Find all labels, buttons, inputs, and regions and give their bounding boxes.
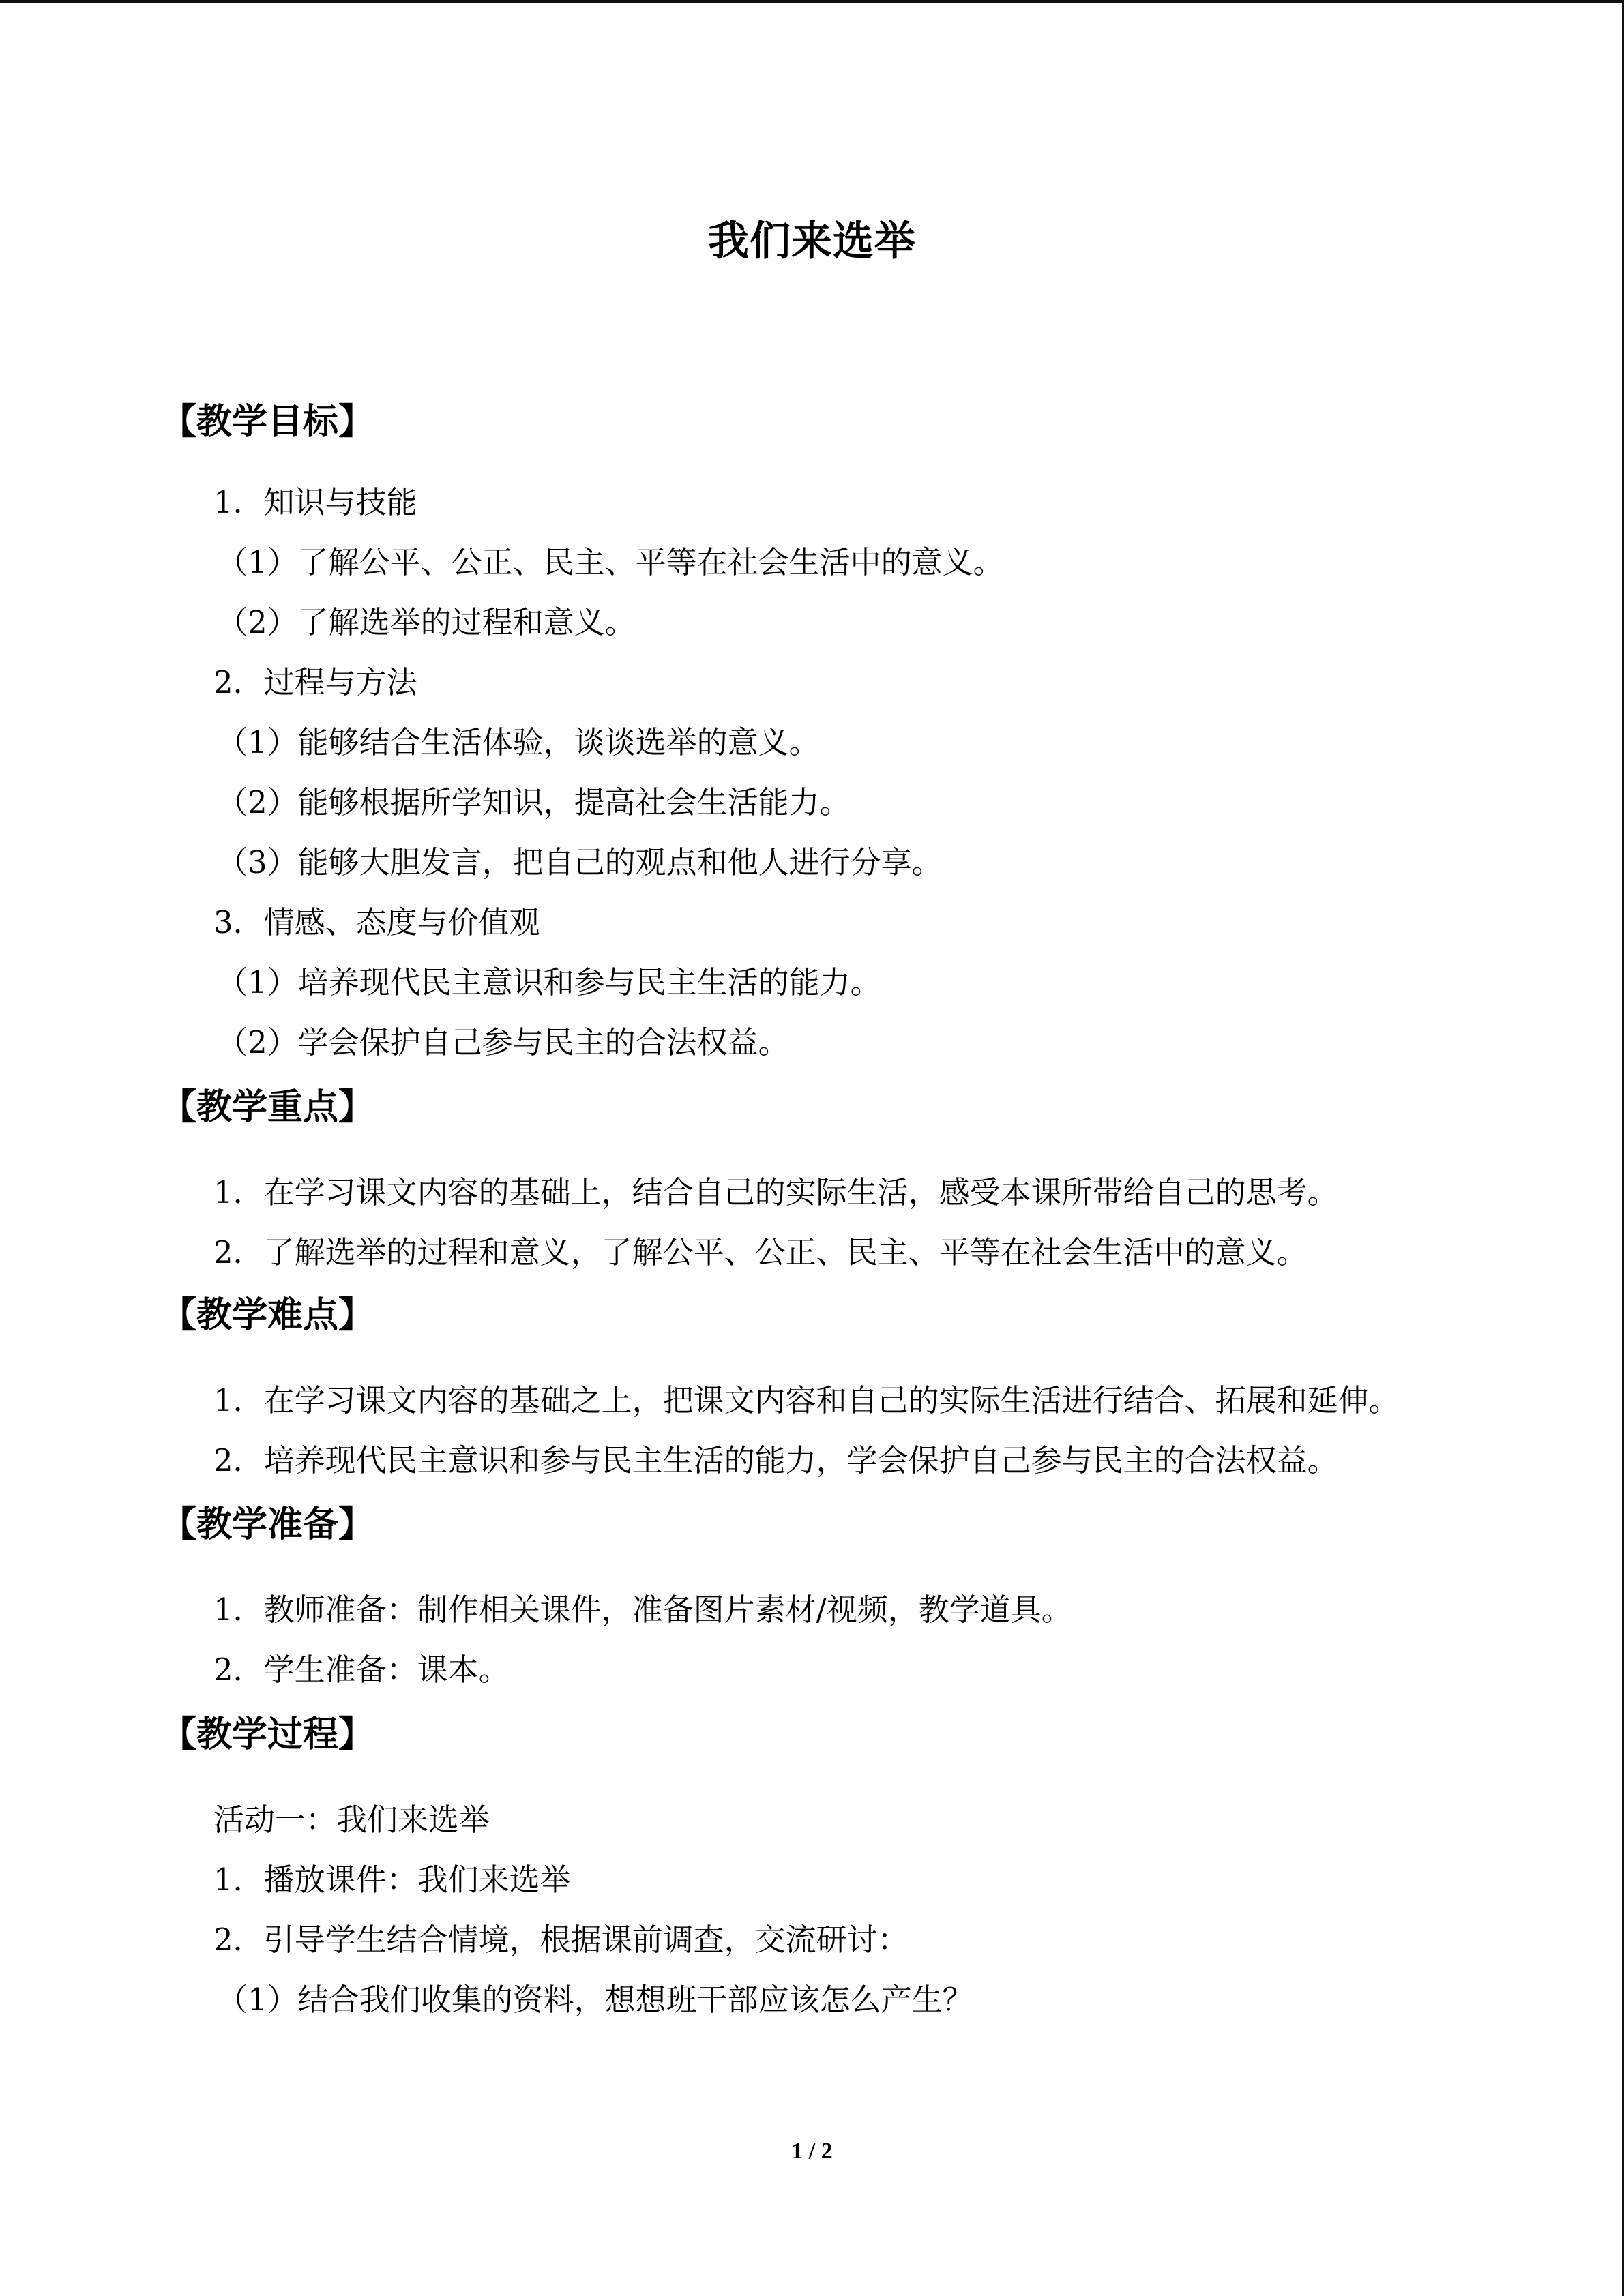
section-heading-objectives: 【教学目标】	[161, 402, 374, 443]
objective-3-heading: 3．情感、态度与价值观	[213, 904, 540, 940]
section-heading-preparation: 【教学准备】	[161, 1504, 374, 1545]
page-number: 1 / 2	[791, 2138, 833, 2164]
objective-1-item-2: （2）了解选举的过程和意义。	[217, 604, 636, 640]
key-point-1: 1．在学习课文内容的基础上，结合自己的实际生活，感受本课所带给自己的思考。	[213, 1174, 1338, 1210]
objective-1-item-1: （1）了解公平、公正、民主、平等在社会生活中的意义。	[217, 544, 1004, 580]
objective-2-heading: 2．过程与方法	[213, 664, 417, 700]
section-heading-process: 【教学过程】	[161, 1714, 374, 1755]
difficulty-2: 2．培养现代民主意识和参与民主生活的能力，学会保护自己参与民主的合法权益。	[213, 1442, 1338, 1478]
process-step-1: 1．播放课件：我们来选举	[213, 1862, 571, 1898]
objective-3-item-1: （1）培养现代民主意识和参与民主生活的能力。	[217, 964, 881, 1000]
process-step-2-item-1: （1）结合我们收集的资料，想想班干部应该怎么产生？	[217, 1982, 973, 2018]
key-point-2: 2．了解选举的过程和意义，了解公平、公正、民主、平等在社会生活中的意义。	[213, 1234, 1308, 1270]
preparation-teacher: 1．教师准备：制作相关课件，准备图片素材/视频，教学道具。	[213, 1592, 1072, 1628]
objective-2-item-1: （1）能够结合生活体验，谈谈选举的意义。	[217, 724, 820, 760]
preparation-student: 2．学生准备：课本。	[213, 1652, 510, 1688]
objective-3-item-2: （2）学会保护自己参与民主的合法权益。	[217, 1024, 789, 1060]
document-title: 我们来选举	[708, 218, 916, 265]
objective-2-item-3: （3）能够大胆发言，把自己的观点和他人进行分享。	[217, 844, 943, 880]
section-heading-difficulties: 【教学难点】	[161, 1295, 374, 1336]
objective-1-heading: 1．知识与技能	[213, 484, 417, 520]
difficulty-1: 1．在学习课文内容的基础之上，把课文内容和自己的实际生活进行结合、拓展和延伸。	[213, 1382, 1400, 1418]
objective-2-item-2: （2）能够根据所学知识，提高社会生活能力。	[217, 784, 851, 820]
section-heading-key-points: 【教学重点】	[161, 1087, 374, 1128]
process-step-2: 2．引导学生结合情境，根据课前调查，交流研讨：	[213, 1922, 909, 1958]
process-activity-title: 活动一：我们来选举	[213, 1802, 490, 1838]
